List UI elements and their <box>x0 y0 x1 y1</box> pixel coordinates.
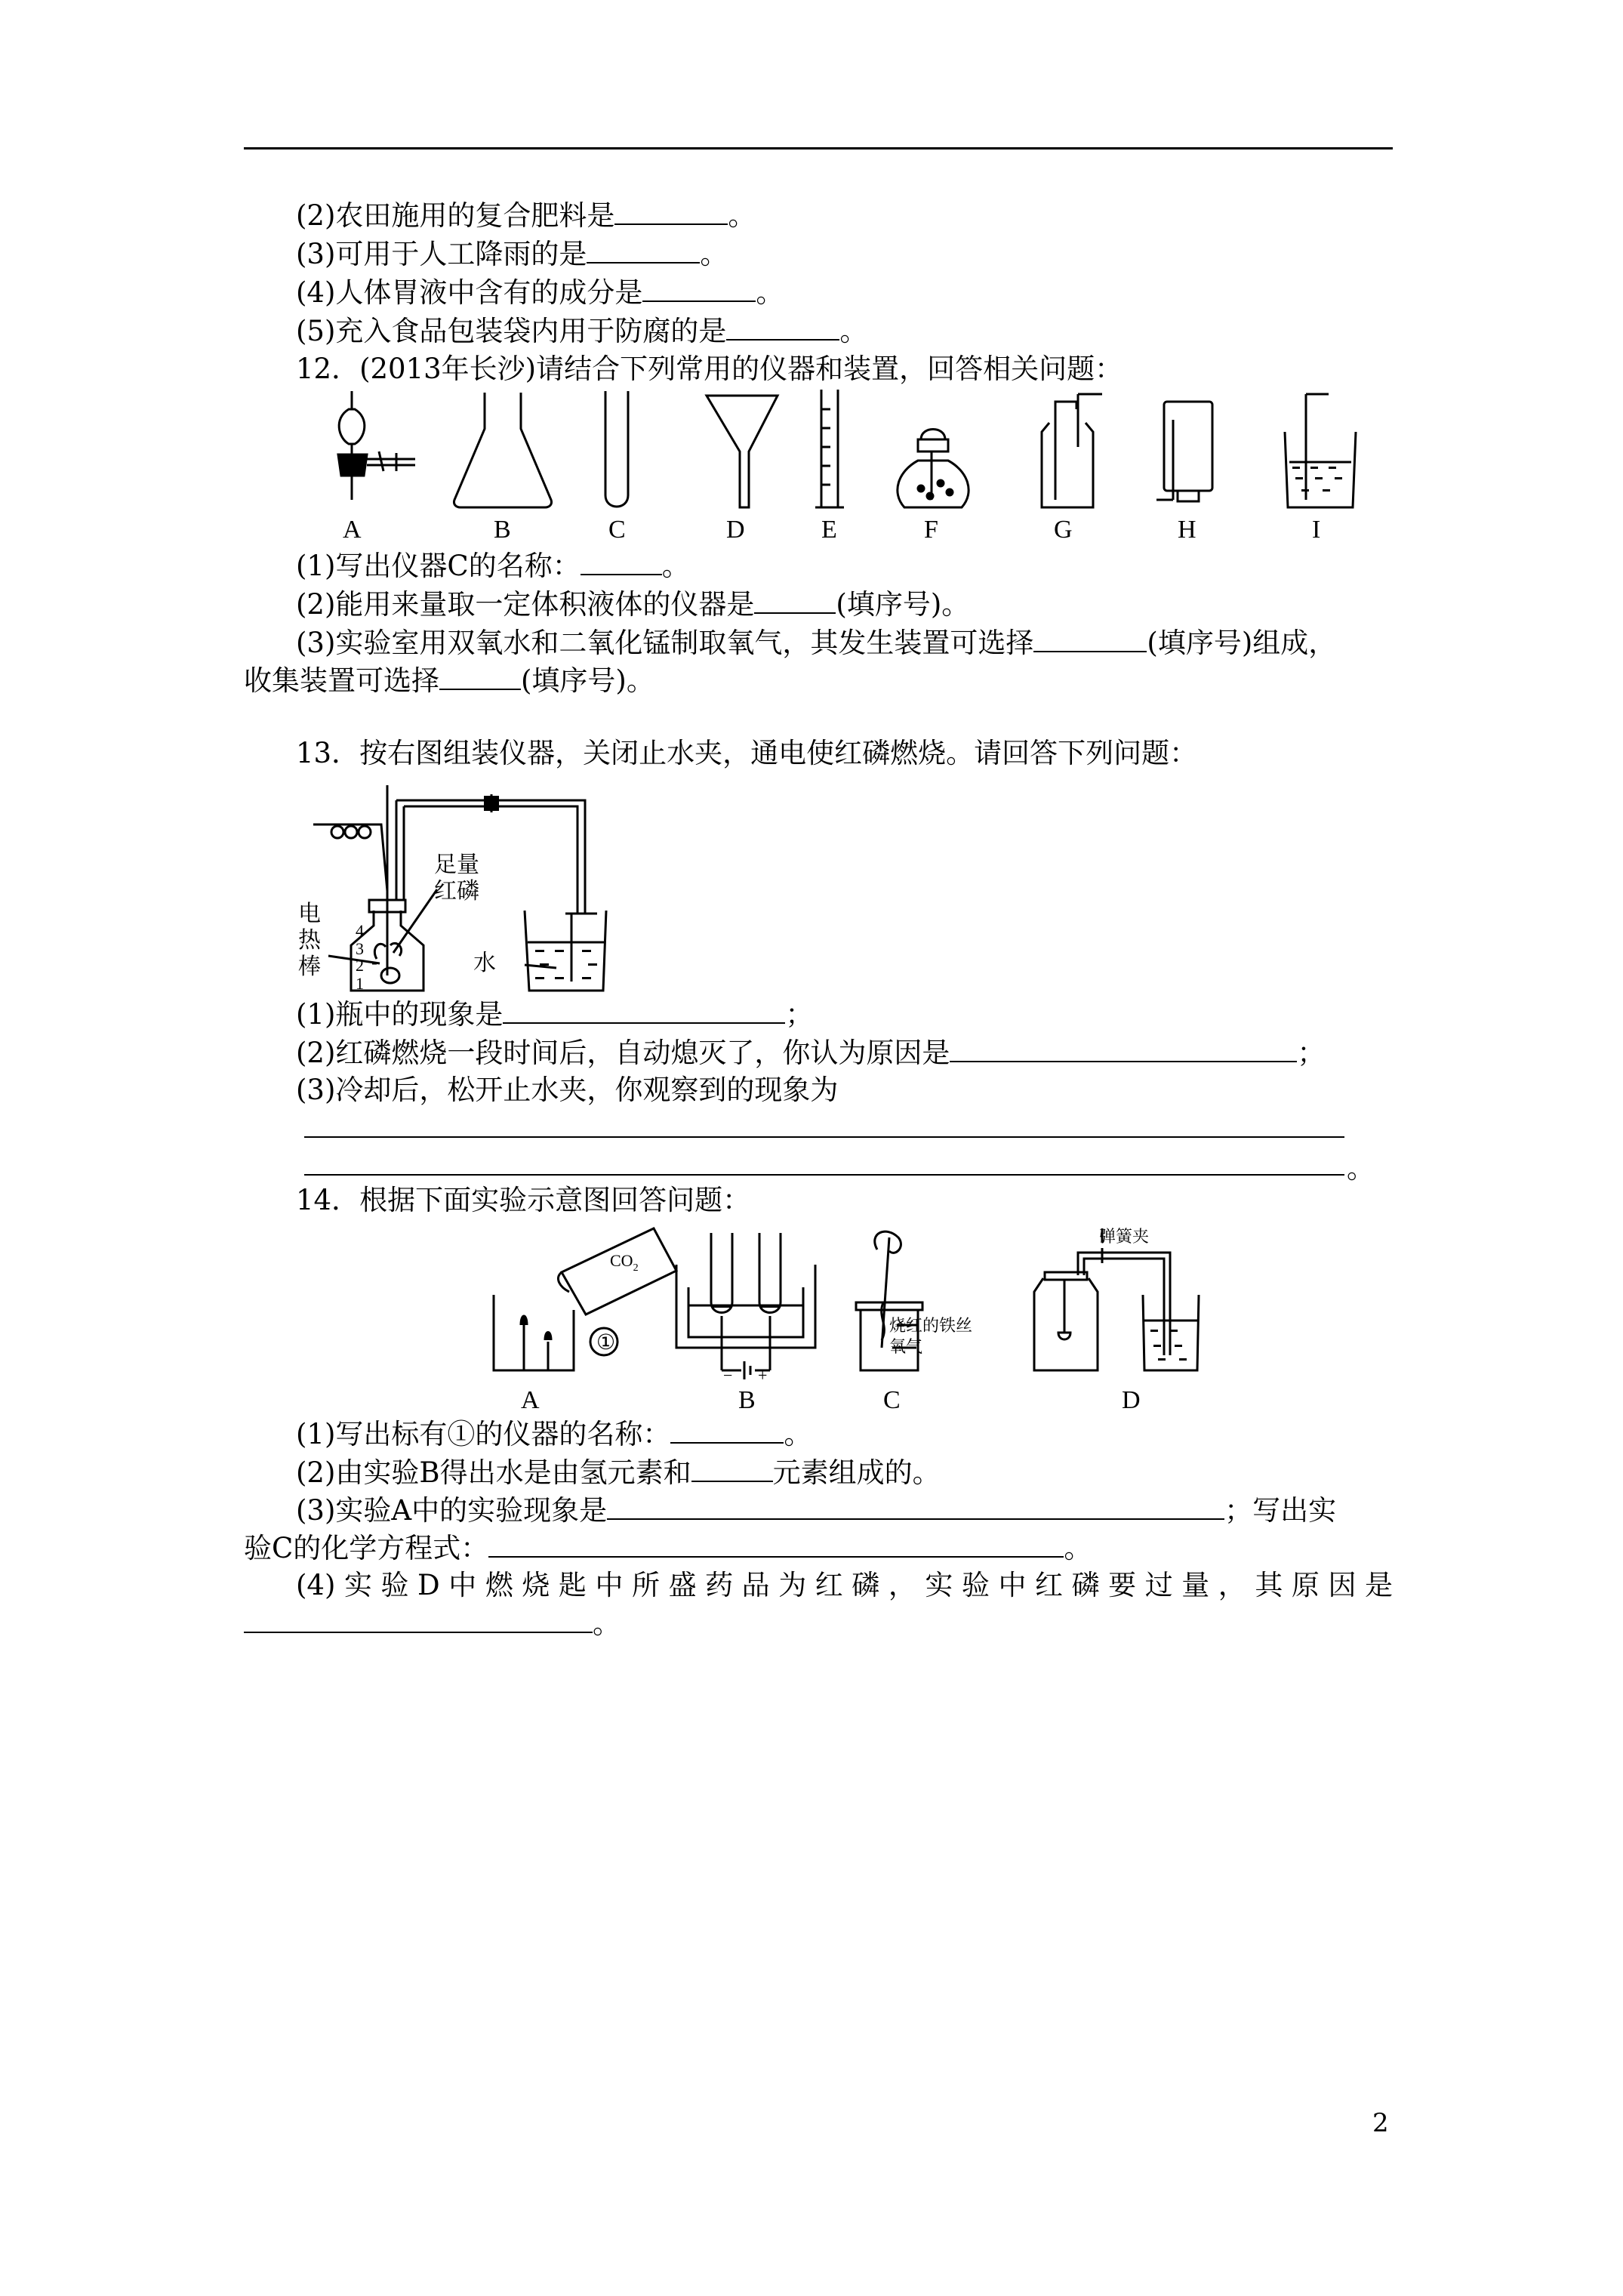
q14-stem: 14．根据下面实验示意图回答问题： <box>296 1184 751 1216</box>
answer-blank[interactable] <box>754 587 836 614</box>
answer-blank[interactable] <box>670 1416 784 1444</box>
answer-blank[interactable] <box>439 663 521 690</box>
answer-blank[interactable] <box>607 1493 1224 1520</box>
apparatus-i-beaker <box>1285 394 1356 507</box>
q14-sub-4-cont: 。 <box>244 1606 621 1641</box>
apparatus-f-alcohol-lamp <box>898 430 969 508</box>
answer-blank[interactable] <box>488 1530 1064 1558</box>
answer-blank[interactable] <box>642 275 756 302</box>
q11-item-2: (2)农田施用的复合肥料是 。 <box>296 199 756 232</box>
q14-experiment-figure <box>491 1219 1321 1416</box>
spring-clip-label: 弹簧夹 <box>1099 1227 1150 1246</box>
q11-item-5: (5)充入食品包装袋内用于防腐的是 。 <box>296 315 868 347</box>
experiment-a-co2-pouring <box>494 1228 676 1370</box>
apparatus-d-funnel <box>707 396 778 507</box>
q14-sub-4: (4)实验D中燃烧匙中所盛药品为红磷，实验中红磷要过量，其原因是 <box>296 1569 1393 1601</box>
iron-wire-label: 烧红的铁丝 <box>889 1316 973 1335</box>
label-i: I <box>1312 516 1321 544</box>
answer-blank[interactable] <box>950 1035 1297 1062</box>
label-g: G <box>1054 516 1073 544</box>
q14-sub-2: (2)由实验B得出水是由氢元素和 元素组成的。 <box>296 1456 941 1489</box>
apparatus-c-test-tube <box>605 391 628 507</box>
scale-mark-2: 2 <box>356 956 364 975</box>
circled-one-label: ① <box>596 1331 616 1354</box>
scale-mark-4: 4 <box>356 921 364 940</box>
answer-blank[interactable] <box>726 313 839 341</box>
label-d: D <box>1122 1386 1141 1414</box>
experiment-b-electrolysis <box>676 1233 815 1379</box>
heater-label-3: 棒 <box>298 954 321 979</box>
apparatus-a-separatory-funnel <box>338 391 415 500</box>
apparatus-b-conical-flask <box>454 393 551 507</box>
q12-sub-1: (1)写出仪器C的名称： 。 <box>296 550 690 582</box>
q12-apparatus-figure <box>317 387 1359 545</box>
phosphorus-label-2: 红磷 <box>434 879 479 904</box>
answer-line[interactable] <box>304 1174 1344 1176</box>
q11-item-4: (4)人体胃液中含有的成分是 。 <box>296 276 784 309</box>
apparatus-h-gas-cylinder <box>1156 402 1212 501</box>
experiment-d-phosphorus <box>1034 1228 1199 1370</box>
page-number: 2 <box>1372 2108 1389 2138</box>
phosphorus-label-1: 足量 <box>434 852 479 877</box>
label-d: D <box>726 516 745 544</box>
label-b: B <box>494 516 511 544</box>
co2-label: $CO_2$ <box>610 1251 639 1274</box>
heater-label-1: 电 <box>298 901 321 926</box>
label-f: F <box>924 516 938 544</box>
q13-stem: 13．按右图组装仪器，关闭止水夹，通电使红磷燃烧。请回答下列问题： <box>296 737 1198 769</box>
answer-blank[interactable] <box>244 1606 593 1633</box>
q14-sub-3: (3)实验A中的实验现象是 ；写出实 <box>296 1494 1337 1527</box>
plus-label: + <box>758 1366 768 1385</box>
q14-sub-1: (1)写出标有①的仪器的名称： 。 <box>296 1418 812 1450</box>
answer-blank[interactable] <box>614 198 728 225</box>
answer-line[interactable] <box>304 1136 1344 1138</box>
q12-stem: 12．(2013年长沙)请结合下列常用的仪器和装置，回答相关问题： <box>296 353 1123 385</box>
apparatus-e-graduated-cylinder <box>815 390 844 507</box>
scale-mark-3: 3 <box>356 939 364 958</box>
q14-sub-3-cont: 验C的化学方程式： 。 <box>244 1532 1092 1564</box>
q11-item-3: (3)可用于人工降雨的是 。 <box>296 238 728 270</box>
label-c: C <box>883 1386 901 1414</box>
apparatus-g-wash-bottle <box>1042 394 1102 507</box>
label-c: C <box>608 516 626 544</box>
q13-sub-3: (3)冷却后，松开止水夹，你观察到的现象为 <box>296 1074 839 1106</box>
label-e: E <box>821 516 837 544</box>
q13-sub-1: (1)瓶中的现象是 ； <box>296 998 814 1031</box>
water-label: 水 <box>473 951 496 975</box>
answer-blank[interactable] <box>581 548 662 575</box>
q13-end-mark: 。 <box>1347 1152 1375 1185</box>
oxygen-label: 氧气 <box>889 1337 923 1356</box>
q12-sub-2: (2)能用来量取一定体积液体的仪器是 (填序号)。 <box>296 588 970 621</box>
label-a: A <box>521 1386 540 1414</box>
answer-blank[interactable] <box>587 236 700 264</box>
q13-apparatus-figure <box>298 778 630 997</box>
minus-label: − <box>723 1366 733 1385</box>
q13-sub-2: (2)红磷燃烧一段时间后，自动熄灭了，你认为原因是 ； <box>296 1037 1326 1069</box>
header-rule <box>244 147 1393 149</box>
heater-label-2: 热 <box>298 928 321 953</box>
label-b: B <box>738 1386 756 1414</box>
label-h: H <box>1178 516 1196 544</box>
answer-blank[interactable] <box>691 1455 773 1482</box>
q12-sub-3: (3)实验室用双氧水和二氧化锰制取氧气，其发生装置可选择 (填序号)组成， <box>296 627 1337 659</box>
answer-blank[interactable] <box>1033 625 1147 652</box>
scale-mark-1: 1 <box>356 974 364 993</box>
q12-sub-3-cont: 收集装置可选择 (填序号)。 <box>244 664 654 697</box>
label-a: A <box>343 516 362 544</box>
answer-blank[interactable] <box>503 997 785 1024</box>
